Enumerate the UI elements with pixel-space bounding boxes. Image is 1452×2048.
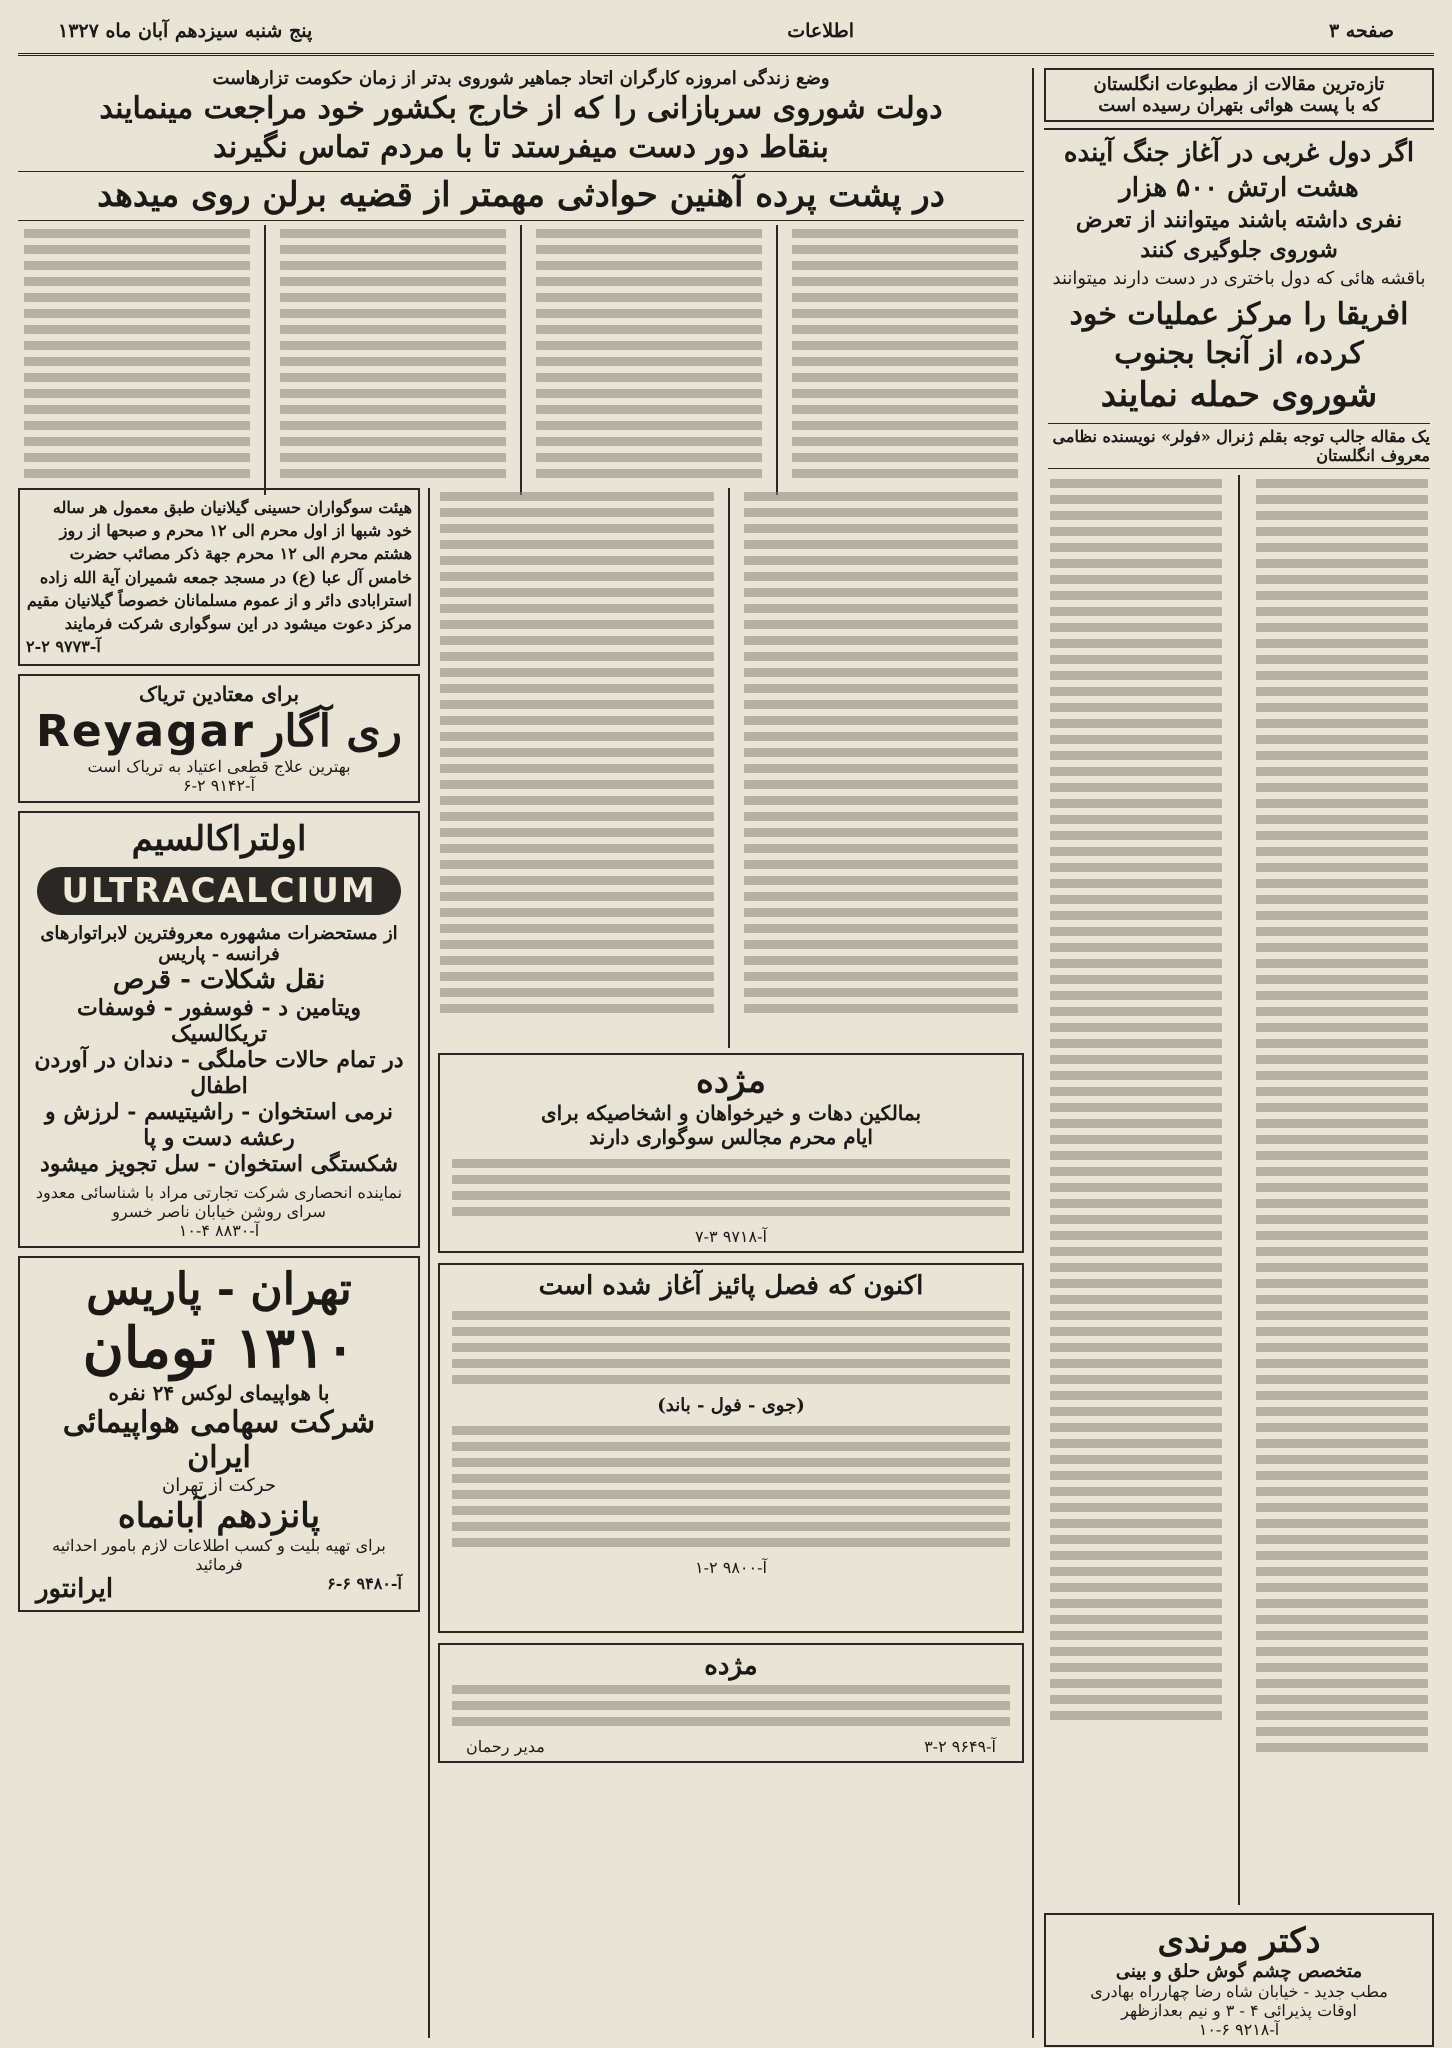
doctor-hours: اوقات پذیرائی ۴ - ۳ و نیم بعدازظهر (1121, 2000, 1357, 2020)
column-rule (1032, 68, 1034, 2038)
right-body-col-a (1250, 475, 1434, 1905)
muzhdeh2-code: آ-۹۶۴۹ ۲-۳ (924, 1737, 996, 1756)
issue-date: پنج شنبه سیزدهم آبان ماه ۱۳۲۷ (58, 19, 313, 42)
newspaper-name: اطلاعات (787, 19, 854, 42)
right-body-col-b (1044, 475, 1228, 1905)
left-deck-2: دولت شوروی سربازانی را که از خارج بکشور خود مراجعت مینمایند (99, 91, 943, 126)
reyagar-tagline: بهترین علاج قطعی اعتیاد به تریاک است (87, 757, 351, 777)
doctor-code: آ-۹۲۱۸ ۶-۱۰ (1198, 2019, 1280, 2039)
reyagar-intro: برای معتادین تریاک (138, 682, 300, 707)
right-byline: یک مقاله جالب توجه بقلم ژنرال «فولر» نویسنده نظامی معروف انگلستان (1048, 423, 1430, 469)
page-number: صفحه ۳ (1328, 19, 1394, 42)
airline-date: پانزدهم آبانماه (117, 1496, 321, 1537)
left-article-body (18, 225, 1024, 495)
left-deck-3: بنقاط دور دست میفرستد تا با مردم تماس نگیرند (213, 130, 829, 165)
left-ads-column (18, 488, 420, 2038)
airline-note: برای تهیه بلیت و کسب اطلاعات لازم بامور احداثیه فرمائید (52, 1536, 386, 1575)
ultracalcium-line-3: ویتامین د - فوسفور - فوسفات تریکالسیک (77, 995, 361, 1048)
left-headline: در پشت پرده آهنین حوادثی مهمتر از قضیه برلن روی میدهد (18, 171, 1024, 221)
doctor-address: مطب جدید - خیابان شاه رضا چهارراه بهادری (1090, 1981, 1388, 2001)
mourning-text: هیئت سوگواران حسینی گیلانیان طبق معمول هر ساله خود شبها از اول محرم الی ۱۲ محرم و صبحها از روز هشتم محرم الی ۱۲ محرم جهة ذکر مصائب حضرت خامس آل عبا (ع) در مسجد جمعه شمیران آیة الله زاده استرابادی دائر و از عموم مسلمانان خصوصاً گیلانیان مقیم مرکز دعوت میشود در این سوگواری شرکت فرمایند (26, 498, 412, 633)
doctor-name: دکتر مرندی (1157, 1920, 1321, 1961)
middle-body (434, 488, 1024, 1048)
season-code: آ-۹۸۰۰ ۲-۱ (695, 1558, 767, 1577)
airline-departure: حرکت از تهران (162, 1475, 276, 1497)
season-subtitle: (جوی - فول - باند) (657, 1395, 805, 1416)
airline-ad (18, 1256, 420, 1612)
mourning-notice (18, 488, 420, 666)
doctor-ad (1044, 1913, 1434, 2047)
airline-plane: با هواپیمای لوکس ۲۴ نفره (108, 1381, 330, 1406)
right-headline-1: اگر دول غربی در آغاز جنگ آینده هشت ارتش ۵۰۰ هزار (1063, 138, 1415, 204)
season-ad (438, 1263, 1024, 1633)
muzhdeh-title: مژده (696, 1061, 766, 1101)
newspaper-page (18, 8, 1434, 2038)
doctor-specialty: متخصص چشم گوش حلق و بینی (1115, 1960, 1363, 1982)
reyagar-ad (18, 674, 420, 803)
ultracalcium-line-6: شکستگی استخوان - سل تجویز میشود (39, 1151, 399, 1178)
airline-code: آ-۹۴۸۰ ۶-۶ (327, 1574, 402, 1594)
ultracalcium-ad (18, 811, 420, 1248)
mourning-code: آ-۹۷۷۳ ۲-۲ (26, 637, 101, 657)
column-rule-2 (428, 488, 430, 2038)
season-title: اکنون که فصل پائیز آغاز شده است (538, 1271, 924, 1301)
reyagar-name-en: Reyagar (36, 706, 255, 758)
right-kicker-2: که با پست هوائی بتهران رسیده است (1098, 95, 1380, 116)
ultracalcium-brand-en: ULTRACALCIUM (37, 867, 400, 915)
muzhdeh-ad-2 (438, 1643, 1024, 1763)
airline-brand: ایرانتور (36, 1574, 114, 1605)
ultracalcium-line-2: نقل شکلات - قرص (112, 965, 326, 996)
reyagar-code: آ-۹۱۴۲ ۲-۶ (183, 776, 255, 796)
ultracalcium-line-4: در تمام حالات حاملگی - دندان در آوردن اطفال (34, 1047, 404, 1100)
airline-company: شرکت سهامی هواپیمائی ایران (62, 1405, 376, 1476)
right-headline-5: شوروی حمله نمایند (1100, 374, 1378, 415)
right-kicker-1: تازه‌ترین مقالات از مطبوعات انگلستان (1093, 74, 1385, 95)
muzhdeh2-title: مژده (704, 1651, 758, 1681)
muzhdeh-ad (438, 1053, 1024, 1253)
ultracalcium-agent: نماینده انحصاری شرکت تجارتی مراد با شناسائی معدود سرای روشن خیابان ناصر خسرو (35, 1183, 403, 1222)
airline-price: ۱۳۱۰ تومان (82, 1315, 356, 1382)
right-article (1044, 68, 1434, 2038)
right-kicker-box (1044, 68, 1434, 122)
right-headline-4: افریقا را مرکز عملیات خود کرده، از آنجا بجنوب (1069, 296, 1409, 371)
muzhdeh-code: آ-۹۷۱۸ ۳-۷ (695, 1227, 767, 1246)
masthead (18, 8, 1434, 56)
ultracalcium-code: آ-۸۸۳۰ ۴-۱۰ (178, 1221, 260, 1241)
right-headline-2: نفری داشته باشند میتوانند از تعرض شوروی جلوگیری کنند (1075, 207, 1403, 263)
ultracalcium-brand-fa: اولتراکالسیم (131, 819, 307, 860)
ultracalcium-line-5: نرمی استخوان - راشیتیسم - لرزش و رعشه دست و پا (45, 1099, 393, 1152)
ultracalcium-line-1: از مستحضرات مشهوره معروفترین لابراتوارهای فرانسه - پاریس (40, 923, 398, 966)
right-article-body (1044, 475, 1434, 1905)
reyagar-name-fa: ری آگار (263, 706, 402, 758)
muzhdeh-line-1: بمالکین دهات و خیرخواهان و اشخاصیکه برای (540, 1101, 922, 1125)
muzhdeh-line-2: ایام محرم مجالس سوگواری دارند (589, 1125, 873, 1149)
left-deck-1: وضع زندگی امروزه کارگران اتحاد جماهیر شوروی بدتر از زمان حکومت تزارهاست (212, 68, 830, 89)
newspaper-manager: مدیر رحمان (466, 1737, 545, 1756)
airline-route: تهران - پاریس (86, 1264, 352, 1316)
right-headline-3: باقشه هائی که دول باختری در دست دارند میتوانند (1052, 267, 1426, 289)
